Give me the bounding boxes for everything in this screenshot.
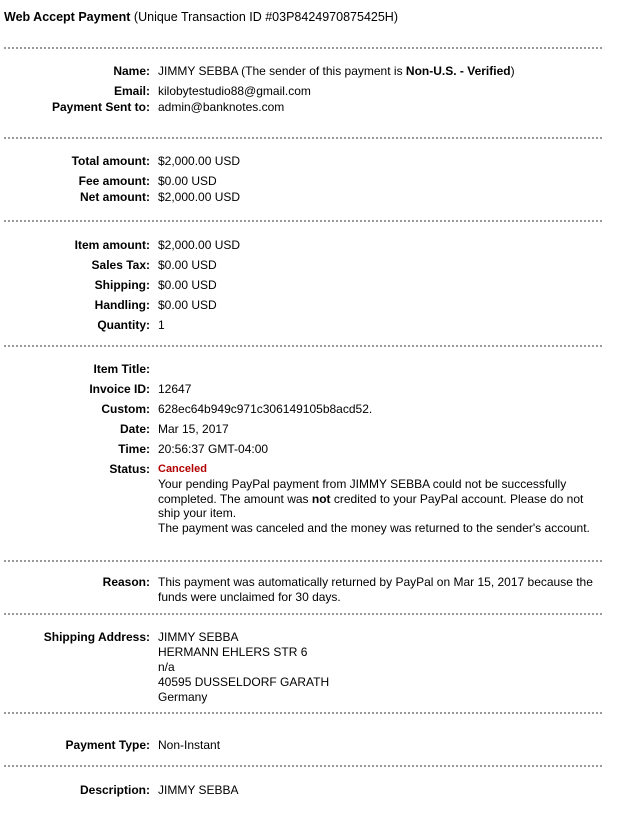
section-divider (4, 712, 602, 714)
page-title (4, 10, 398, 24)
total-amount-label: Total amount: (71, 154, 150, 168)
date-label: Date: (119, 422, 150, 436)
status-note-refund: The payment was canceled and the money was returned to the sender's account. (158, 520, 590, 535)
sent-to-value[interactable]: admin@banknotes.com (158, 100, 285, 114)
invoice-id-value: 12647 (158, 382, 192, 396)
time-label: Time: (118, 442, 150, 456)
net-amount-value: $2,000.00 USD (158, 190, 241, 204)
quantity-label: Quantity: (97, 318, 150, 332)
address-line: n/a (158, 660, 175, 674)
section-divider (4, 613, 602, 615)
status-block (158, 462, 598, 535)
reason-label: Reason: (102, 575, 150, 589)
date-value: Mar 15, 2017 (158, 422, 229, 436)
time-value: 20:56:37 GMT-04:00 (158, 442, 269, 456)
item-amount-value: $2,000.00 USD (158, 238, 241, 252)
sales-tax-label: Sales Tax: (91, 258, 150, 272)
description-value: JIMMY SEBBA (158, 783, 239, 797)
section-divider (4, 220, 602, 222)
name-value: JIMMY SEBBA (The sender of this payment is Non-U.S. - Verified) (158, 64, 515, 78)
shipping-address-value (158, 630, 598, 705)
status-badge: Canceled (158, 463, 207, 475)
fee-amount-label: Fee amount: (78, 174, 150, 188)
payment-type-value: Non-Instant (158, 738, 221, 752)
address-line: HERMANN EHLERS STR 6 (158, 645, 308, 659)
email-value[interactable]: kilobytestudio88@gmail.com (158, 84, 311, 98)
section-divider (4, 765, 602, 767)
sent-to-label: Payment Sent to: (51, 100, 150, 114)
custom-label: Custom: (101, 402, 150, 416)
shipping-cost-label: Shipping: (94, 278, 150, 292)
item-title-label: Item Title: (93, 362, 150, 376)
reason-value: This payment was automatically returned by PayPal on Mar 15, 2017 because the funds were unclaimed for 30 days. (158, 575, 593, 604)
invoice-id-label: Invoice ID: (89, 382, 150, 396)
title-transaction-type: Web Accept Payment (4, 10, 131, 24)
description-label: Description: (79, 783, 150, 797)
item-amount-label: Item amount: (74, 238, 150, 252)
title-transaction-id: (Unique Transaction ID #03P8424970875425H) (133, 10, 398, 24)
section-divider (4, 137, 602, 139)
status-label: Status: (109, 462, 150, 476)
name-label: Name: (113, 64, 150, 78)
total-amount-value: $2,000.00 USD (158, 154, 241, 168)
address-line: JIMMY SEBBA (158, 630, 239, 644)
address-line: Germany (158, 690, 208, 704)
handling-value: $0.00 USD (158, 298, 217, 312)
email-label: Email: (113, 84, 150, 98)
handling-label: Handling: (94, 298, 150, 312)
payment-type-label: Payment Type: (65, 738, 150, 752)
net-amount-label: Net amount: (80, 190, 150, 204)
shipping-cost-value: $0.00 USD (158, 278, 217, 292)
address-line: 40595 DUSSELDORF GARATH (158, 675, 330, 689)
section-divider (4, 47, 602, 49)
sales-tax-value: $0.00 USD (158, 258, 217, 272)
fee-amount-value: $0.00 USD (158, 174, 217, 188)
section-divider (4, 560, 602, 562)
custom-value: 628ec64b949c971c306149105b8acd52. (158, 402, 373, 416)
shipping-address-label: Shipping Address: (43, 630, 150, 644)
section-divider (4, 345, 602, 347)
status-note: Your pending PayPal payment from JIMMY SEBBA could not be successfully completed. The amount was not credited to your PayPal account. Please do not ship your item. (158, 477, 584, 520)
quantity-value: 1 (158, 318, 165, 332)
sender-status: Non-U.S. - Verified (405, 64, 511, 78)
